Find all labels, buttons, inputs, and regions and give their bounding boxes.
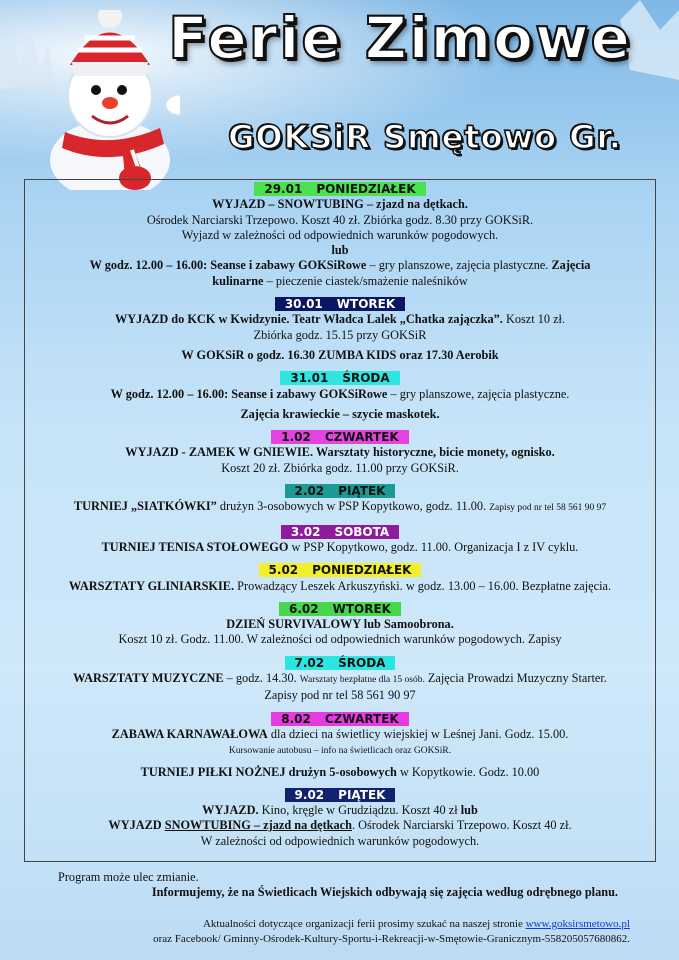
text-segment: WYJAZD - ZAMEK W GNIEWIE. Warsztaty historyczne, bicie monety, ognisko. xyxy=(125,445,555,460)
day-header xyxy=(285,788,396,802)
day-weekday: SOBOTA xyxy=(334,524,390,539)
text-segment: WYJAZD – SNOWTUBING – zjazd na dętkach. xyxy=(212,197,468,212)
day-line xyxy=(31,742,649,759)
day-header xyxy=(275,297,405,311)
day-header xyxy=(259,563,422,577)
text-segment: WYJAZD xyxy=(108,818,165,833)
day-weekday: CZWARTEK xyxy=(324,711,399,726)
day-header xyxy=(281,525,399,539)
footer-news xyxy=(120,917,630,947)
facebook-text: oraz Facebook/ Gminny-Ośrodek-Kultury-Sportu-i-Rekreacji-w-Smętowie-Granicznym-558205057680862. xyxy=(153,933,630,945)
day-block xyxy=(31,656,649,704)
day-block xyxy=(31,602,649,648)
text-segment: Koszt 10 zł. xyxy=(502,312,566,327)
day-line xyxy=(31,213,649,228)
day-line xyxy=(31,274,649,289)
text-segment: drużyn 3-osobowych w PSP Kopytkowo, godz. 11.00. xyxy=(216,499,490,514)
day-block xyxy=(31,563,649,594)
day-line xyxy=(31,328,649,343)
text-segment: Wyjazd w zależności od odpowiednich warunków pogodowych. xyxy=(181,227,499,242)
text-segment: WYJAZD do KCK w Kwidzynie. Teatr Władca Lalek „Chatka zajączka”. xyxy=(114,312,503,327)
day-line xyxy=(31,765,649,780)
day-block xyxy=(31,712,649,780)
day-weekday: WTOREK xyxy=(332,601,391,616)
text-segment: TURNIEJ „SIATKÓWKI” xyxy=(73,499,217,514)
day-line xyxy=(31,348,649,363)
day-weekday: PIĄTEK xyxy=(338,484,386,499)
text-segment: Koszt 20 zł. Zbiórka godz. 11.00 przy GOKSiR. xyxy=(221,460,459,475)
day-line xyxy=(31,803,649,818)
day-line xyxy=(31,312,649,327)
text-segment: W godz. 12.00 – 16.00: Seanse i zabawy GOKSiRowe xyxy=(89,258,367,273)
day-date: 2.02 xyxy=(294,484,325,499)
day-line xyxy=(31,579,649,594)
day-header xyxy=(285,484,396,498)
day-line xyxy=(31,387,649,402)
day-date: 9.02 xyxy=(294,787,325,802)
text-segment: Ośrodek Narciarski Trzepowo. Koszt 40 zł. Zbiórka godz. 8.30 przy GOKSiR. xyxy=(146,212,534,227)
day-date: 1.02 xyxy=(281,430,311,445)
day-block xyxy=(31,484,649,517)
day-line xyxy=(31,540,649,555)
text-segment: Warsztaty bezpłatne dla 15 osób. xyxy=(299,675,425,686)
day-date: 8.02 xyxy=(281,711,311,726)
day-line xyxy=(31,727,649,742)
text-segment: – gry planszowe, zajęcia plastyczne. xyxy=(387,386,570,401)
day-line xyxy=(31,445,649,460)
day-date: 31.01 xyxy=(290,371,329,386)
text-segment: TURNIEJ PIŁKI NOŻNEJ drużyn 5-osobowych xyxy=(140,764,397,779)
day-date: 7.02 xyxy=(294,655,325,670)
program-change-note: Program może ulec zmianie. xyxy=(58,870,199,884)
day-line xyxy=(31,258,649,273)
day-line xyxy=(31,228,649,243)
website-link[interactable]: www.goksirsmetowo.pl xyxy=(525,918,630,930)
day-header xyxy=(254,182,425,196)
day-line xyxy=(31,499,649,516)
text-segment: Kursowanie autobusu – info na świetlicach oraz GOKSiR. xyxy=(228,746,452,757)
text-segment: – godz. 14.30. xyxy=(223,671,300,686)
text-segment: W GOKSiR o godz. 16.30 ZUMBA KIDS oraz 17.30 Aerobik xyxy=(181,347,499,362)
day-line xyxy=(31,834,649,849)
day-weekday: PONIEDZIAŁEK xyxy=(316,182,416,196)
text-segment: Zapisy pod nr tel 58 561 90 97 xyxy=(264,688,416,703)
day-date: 3.02 xyxy=(290,524,321,539)
text-segment: kulinarne xyxy=(212,273,264,288)
footer xyxy=(58,870,658,900)
text-segment: Kino, kręgle w Grudziądzu. Koszt 40 zł xyxy=(258,803,461,818)
text-segment: dla dzieci na świetlicy wiejskiej w Leśnej Jani. Godz. 15.00. xyxy=(267,726,569,741)
day-line xyxy=(31,243,649,258)
text-segment: WARSZTATY GLINIARSKIE. xyxy=(68,578,235,593)
text-segment: Koszt 10 zł. Godz. 11.00. W zależności od odpowiednich warunków pogodowych. Zapisy xyxy=(118,632,562,647)
day-line xyxy=(31,818,649,833)
text-segment: SNOWTUBING – zjazd na dętkach xyxy=(164,818,352,833)
day-header xyxy=(271,430,408,444)
text-segment: Zbiórka godz. 15.15 przy GOKSiR xyxy=(253,327,427,342)
day-date: 30.01 xyxy=(284,297,323,312)
text-segment: WARSZTATY MUZYCZNE xyxy=(73,671,224,686)
day-line xyxy=(31,461,649,476)
text-segment: WYJAZD. xyxy=(202,803,259,818)
day-date: 5.02 xyxy=(268,563,299,578)
day-block xyxy=(31,297,649,363)
news-text: Aktualności dotyczące organizacji ferii prosimy szukać na naszej stronie xyxy=(202,918,526,930)
day-line xyxy=(31,688,649,703)
day-block xyxy=(31,788,649,849)
day-header xyxy=(285,656,396,670)
day-weekday: PIĄTEK xyxy=(338,787,386,802)
schedule-box xyxy=(24,179,656,862)
text-segment: Zajęcia Prowadzi Muzyczny Starter. xyxy=(424,671,607,686)
text-segment: . Ośrodek Narciarski Trzepowo. Koszt 40 zł. xyxy=(351,818,572,833)
day-weekday: ŚRODA xyxy=(338,655,386,670)
day-block xyxy=(31,525,649,556)
text-segment: ZABAWA KARNAWAŁOWA xyxy=(111,726,268,741)
community-info: Informujemy, że na Świetlicach Wiejskich odbywają się zajęcia według odrębnego planu. xyxy=(151,885,618,899)
day-header xyxy=(279,602,401,616)
text-segment: Prowadzący Leszek Arkuszyński. w godz. 13.00 – 16.00. Bezpłatne zajęcia. xyxy=(234,578,612,593)
day-header xyxy=(271,712,408,726)
poster-subtitle: GOKSiR Smętowo Gr. xyxy=(228,118,622,156)
day-weekday: ŚRODA xyxy=(342,371,390,386)
day-header xyxy=(280,371,399,385)
text-segment: Zajęcia krawieckie – szycie maskotek. xyxy=(240,406,440,421)
day-block xyxy=(31,371,649,422)
poster-title: Ferie Zimowe xyxy=(168,4,632,72)
day-line xyxy=(31,671,649,688)
text-segment: w Kopytkowie. Godz. 10.00 xyxy=(396,764,540,779)
day-line xyxy=(31,632,649,647)
day-line xyxy=(31,617,649,632)
day-weekday: WTOREK xyxy=(336,297,396,312)
text-segment: lub xyxy=(460,803,478,818)
text-segment: lub xyxy=(331,243,349,258)
day-weekday: PONIEDZIAŁEK xyxy=(312,563,412,578)
day-date: 6.02 xyxy=(289,601,319,616)
text-segment: – gry planszowe, zajęcia plastyczne. xyxy=(366,258,552,273)
day-date: 29.01 xyxy=(264,182,303,196)
text-segment: W godz. 12.00 – 16.00: Seanse i zabawy GOKSiRowe xyxy=(110,386,388,401)
text-segment: Zapisy pod nr tel 58 561 90 97 xyxy=(489,503,607,514)
text-segment: TURNIEJ TENISA STOŁOWEGO xyxy=(101,539,289,554)
day-weekday: CZWARTEK xyxy=(324,430,399,445)
text-segment: w PSP Kopytkowo, godz. 11.00. Organizacja I z IV cyklu. xyxy=(288,539,579,554)
text-segment: Zajęcia xyxy=(551,258,591,273)
text-segment: DZIEŃ SURVIVALOWY lub Samoobrona. xyxy=(226,617,454,632)
day-block xyxy=(31,182,649,289)
text-segment: – pieczenie ciastek/smażenie naleśników xyxy=(263,273,468,288)
day-line xyxy=(31,407,649,422)
day-line xyxy=(31,197,649,212)
text-segment: W zależności od odpowiednich warunków pogodowych. xyxy=(200,833,480,848)
day-block xyxy=(31,430,649,476)
